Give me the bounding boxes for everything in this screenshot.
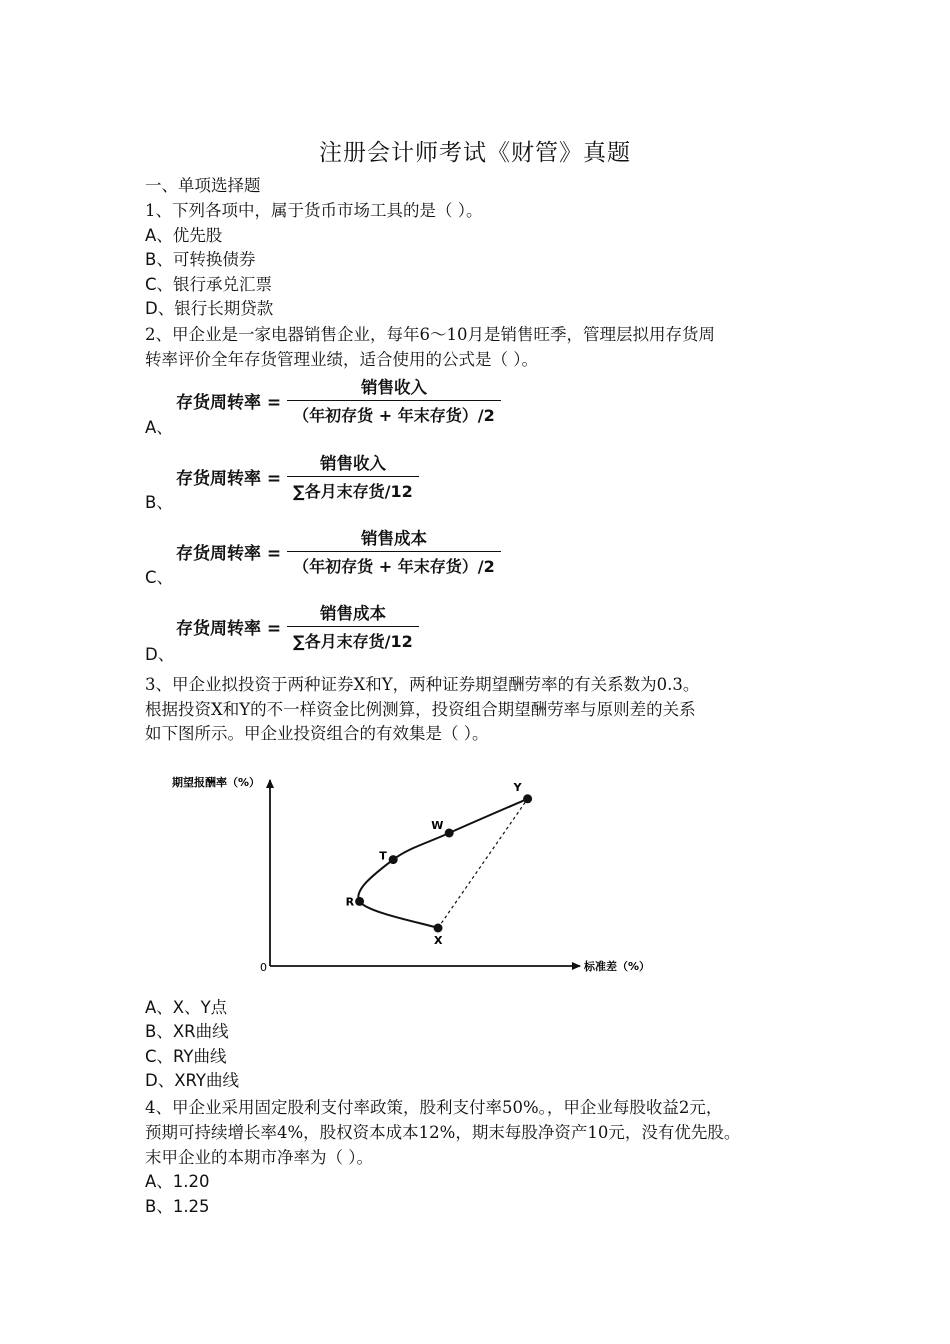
- efficient-frontier-chart: [170, 768, 660, 983]
- q3-stem-line3: 如下图所示。甲企业投资组合的有效集是（ ）。: [145, 724, 489, 743]
- q1-option-d: D、银行长期贷款: [145, 299, 274, 318]
- q4-option-b: B、1.25: [145, 1197, 210, 1216]
- q2-stem-line1: 2、甲企业是一家电器销售企业，每年6～10月是销售旺季，管理层拟用存货周: [145, 325, 715, 344]
- formula-fraction: [287, 374, 501, 426]
- formula-lhs: 存货周转率 =: [176, 468, 282, 489]
- q2-stem-line2: 转率评价全年存货管理业绩，适合使用的公式是（ ）。: [145, 350, 538, 369]
- formula-denominator: ∑各月末存货/12: [287, 476, 419, 502]
- point-label-w: W: [431, 819, 444, 832]
- formula-numerator: 销售收入: [319, 454, 386, 473]
- formula-denominator: ∑各月末存货/12: [287, 626, 419, 652]
- q2-option-b: B、: [145, 493, 173, 512]
- q1-stem: 1、下列各项中，属于货币市场工具的是（ ）。: [145, 201, 483, 220]
- origin-label: 0: [260, 961, 267, 974]
- q4-option-a: A、1.20: [145, 1172, 210, 1191]
- q3-option-a: A、X、Y点: [145, 998, 228, 1017]
- point-r: [355, 897, 364, 906]
- q1-option-c: C、银行承兑汇票: [145, 275, 273, 294]
- formula-lhs: 存货周转率 =: [176, 618, 282, 639]
- q4-stem-line2: 预期可持续增长率4%，股权资本成本12%，期末每股净资产10元，没有优先股。: [145, 1123, 741, 1142]
- formula-fraction: [287, 600, 419, 652]
- q2-option-a: A、: [145, 418, 173, 437]
- q2-formula-d: [176, 600, 419, 652]
- q3-option-c: C、RY曲线: [145, 1047, 227, 1066]
- q3-option-b: B、XR曲线: [145, 1022, 229, 1041]
- point-label-x: X: [434, 934, 443, 947]
- formula-numerator: 销售成本: [319, 604, 386, 623]
- q1-option-a: A、优先股: [145, 226, 223, 245]
- x-axis-label: 标准差（%）: [584, 960, 651, 973]
- q2-formula-c: [176, 525, 501, 577]
- y-axis-label: 期望报酬率（%）: [172, 776, 261, 789]
- point-w: [445, 829, 454, 838]
- q3-stem-line2: 根据投资X和Y的不一样资金比例测算，投资组合期望酬劳率与原则差的关系: [145, 700, 696, 719]
- q2-option-c: C、: [145, 568, 174, 587]
- point-label-y: Y: [513, 780, 522, 794]
- section-heading: 一、单项选择题: [145, 176, 261, 195]
- q1-option-b: B、可转换债券: [145, 250, 256, 269]
- formula-numerator: 销售收入: [360, 378, 427, 397]
- page-title: 注册会计师考试《财管》真题: [319, 140, 631, 166]
- formula-lhs: 存货周转率 =: [176, 543, 282, 564]
- q2-option-d: D、: [145, 645, 175, 664]
- formula-fraction: [287, 450, 419, 502]
- formula-lhs: 存货周转率 =: [176, 392, 282, 413]
- formula-numerator: 销售成本: [360, 529, 427, 548]
- point-t: [389, 855, 398, 864]
- q4-stem-line1: 4、甲企业采用固定股利支付率政策，股利支付率50%。，甲企业每股收益2元，: [145, 1098, 723, 1117]
- point-x: [434, 924, 443, 933]
- formula-fraction: [287, 525, 501, 577]
- q3-option-d: D、XRY曲线: [145, 1071, 239, 1090]
- q2-formula-b: [176, 450, 419, 502]
- formula-denominator: （年初存货 + 年末存货）/2: [287, 551, 501, 577]
- point-label-r: R: [345, 895, 355, 909]
- point-y: [523, 794, 532, 803]
- q3-stem-line1: 3、甲企业拟投资于两种证券X和Y，两种证券期望酬劳率的有关系数为0.3。: [145, 675, 700, 694]
- formula-denominator: （年初存货 + 年末存货）/2: [287, 400, 501, 426]
- q4-stem-line3: 末甲企业的本期市净率为（ ）。: [145, 1148, 373, 1167]
- point-label-t: T: [379, 849, 387, 863]
- q2-formula-a: [176, 374, 501, 426]
